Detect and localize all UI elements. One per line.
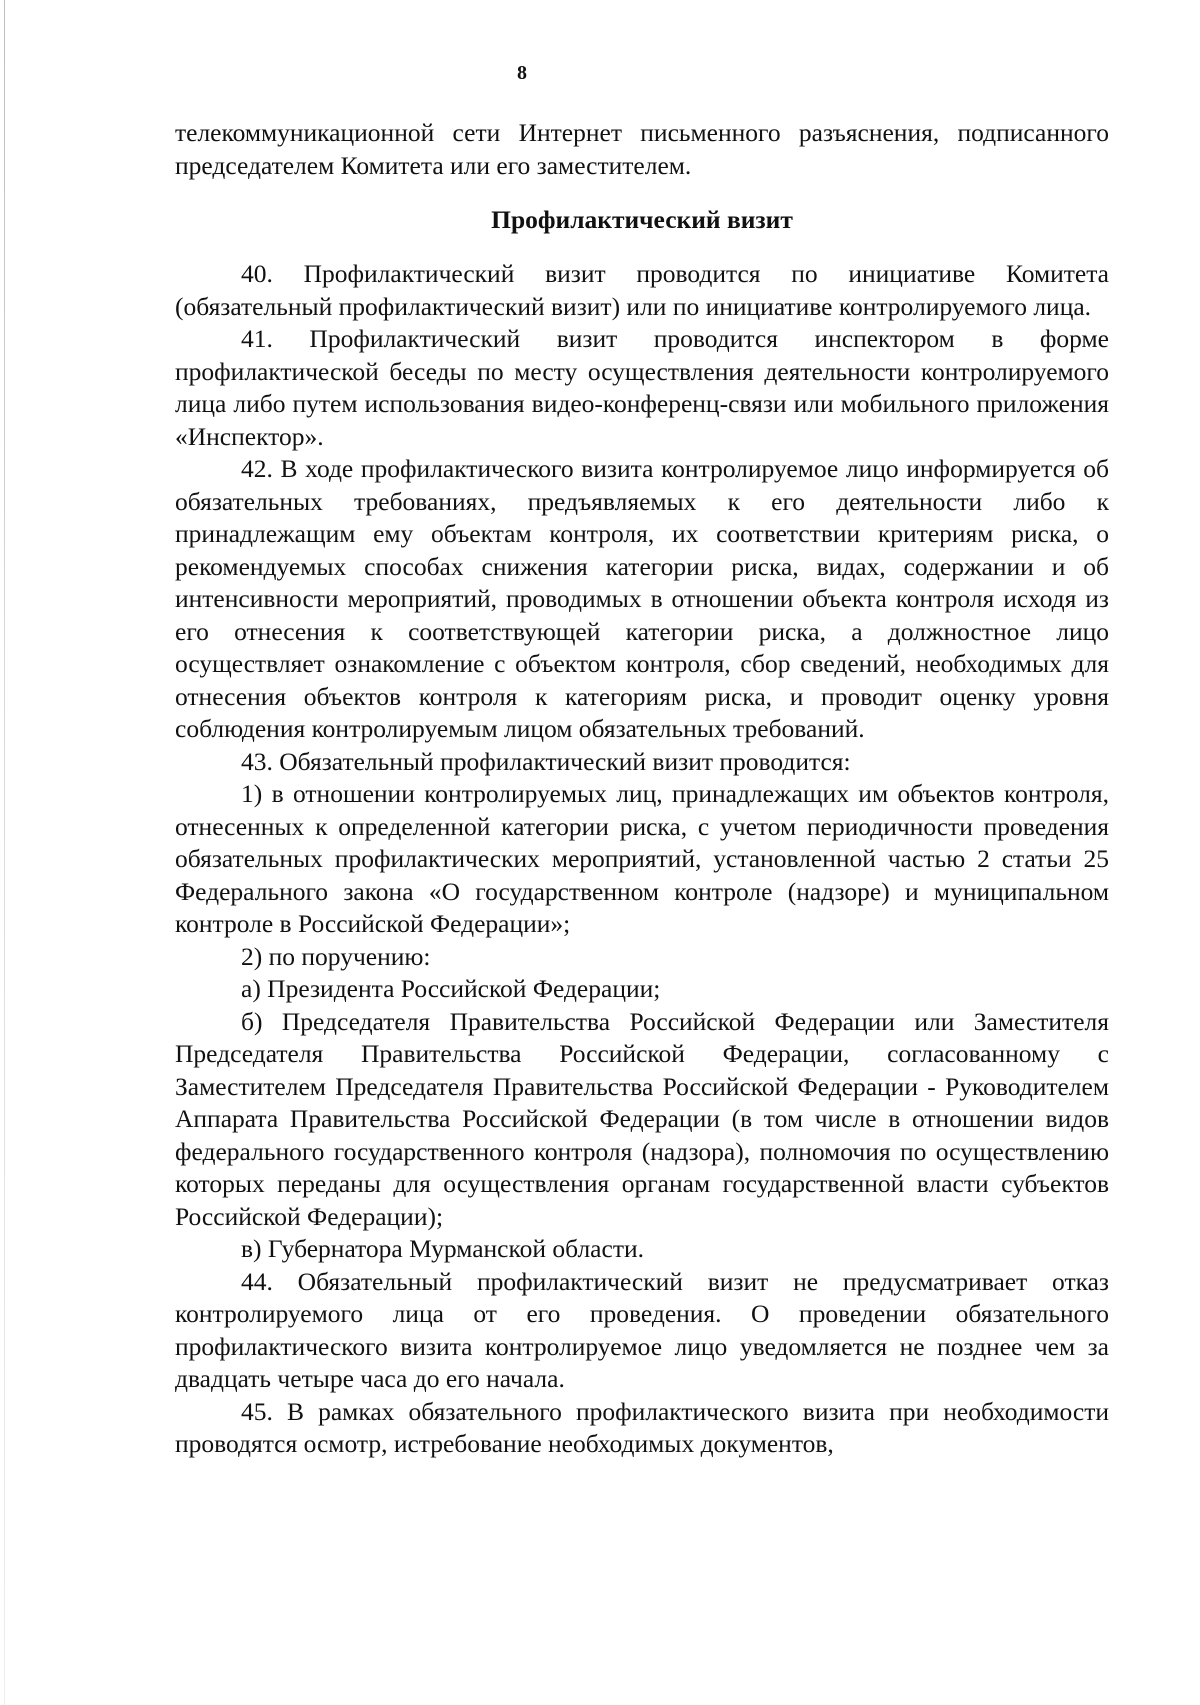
paragraph-item-44: 44. Обязательный профилактический визит не предусматривает отказ контролируемого лица от его проведения. О проведении обязательного профилактического визита контролируемое лицо уведомляется не позднее чем за двадцать четыре часа до его начала. (175, 1266, 1109, 1393)
paragraph-subitem-a: а) Президента Российской Федерации; (241, 974, 661, 1003)
document-body (175, 117, 1109, 1461)
paragraph-item-40: 40. Профилактический визит проводится по инициативе Комитета (обязательный профилактический визит) или по инициативе контролируемого лица. (175, 259, 1109, 321)
paragraph-subitem-v: в) Губернатора Мурманской области. (241, 1234, 644, 1263)
paragraph-item-45: 45. В рамках обязательного профилактического визита при необходимости проводятся осмотр, истребование необходимых документов, (175, 1396, 1109, 1458)
paragraph-subitem-1: 1) в отношении контролируемых лиц, принадлежащих им объектов контроля, отнесенных к определенной категории риска, с учетом периодичности проведения обязательных профилактических мероприятий, установленной частью 2 статьи 25 Федерального закона «О государственном контроле (надзоре) и муниципальном контроле в Российской Федерации»; (175, 779, 1109, 938)
page-number: 8 (517, 62, 527, 84)
paragraph-item-42: 42. В ходе профилактического визита контролируемое лицо информируется об обязательных требованиях, предъявляемых к его деятельности либо к принадлежащим ему объектам контроля, их соответствии критериям риска, о рекомендуемых способах снижения категории риска, видах, содержании и об интенсивности мероприятий, проводимых в отношении объекта контроля исходя из его отнесения к соответствующей категории риска, а должностное лицо осуществляет ознакомление с объектом контроля, сбор сведений, необходимых для отнесения объектов контроля к категориям риска, и проводит оценку уровня соблюдения контролируемым лицом обязательных требований. (175, 454, 1109, 743)
paragraph-subitem-2: 2) по поручению: (241, 941, 431, 971)
paragraph-item-43: 43. Обязательный профилактический визит проводится: (241, 746, 851, 776)
scan-edge-line (4, 0, 5, 1705)
paragraph-continuation: телекоммуникационной сети Интернет письменного разъяснения, подписанного председателем Комитета или его заместителем. (175, 118, 1109, 180)
section-heading: Профилактический визит (491, 205, 793, 234)
paragraph-subitem-b: б) Председателя Правительства Российской Федерации или Заместителя Председателя Правительства Российской Федерации, согласованному с Заместителем Председателя Правительства Российской Федерации - Руководителем Аппарата Правительства Российской Федерации (в том числе в отношении видов федерального государственного контроля (надзора), полномочия по осуществлению которых переданы для осуществления органам государственной власти субъектов Российской Федерации); (175, 1006, 1109, 1231)
paragraph-item-41: 41. Профилактический визит проводится инспектором в форме профилактической беседы по месту осуществления деятельности контролируемого лица либо путем использования видео-конференц-связи или мобильного приложения «Инспектор». (175, 324, 1109, 451)
